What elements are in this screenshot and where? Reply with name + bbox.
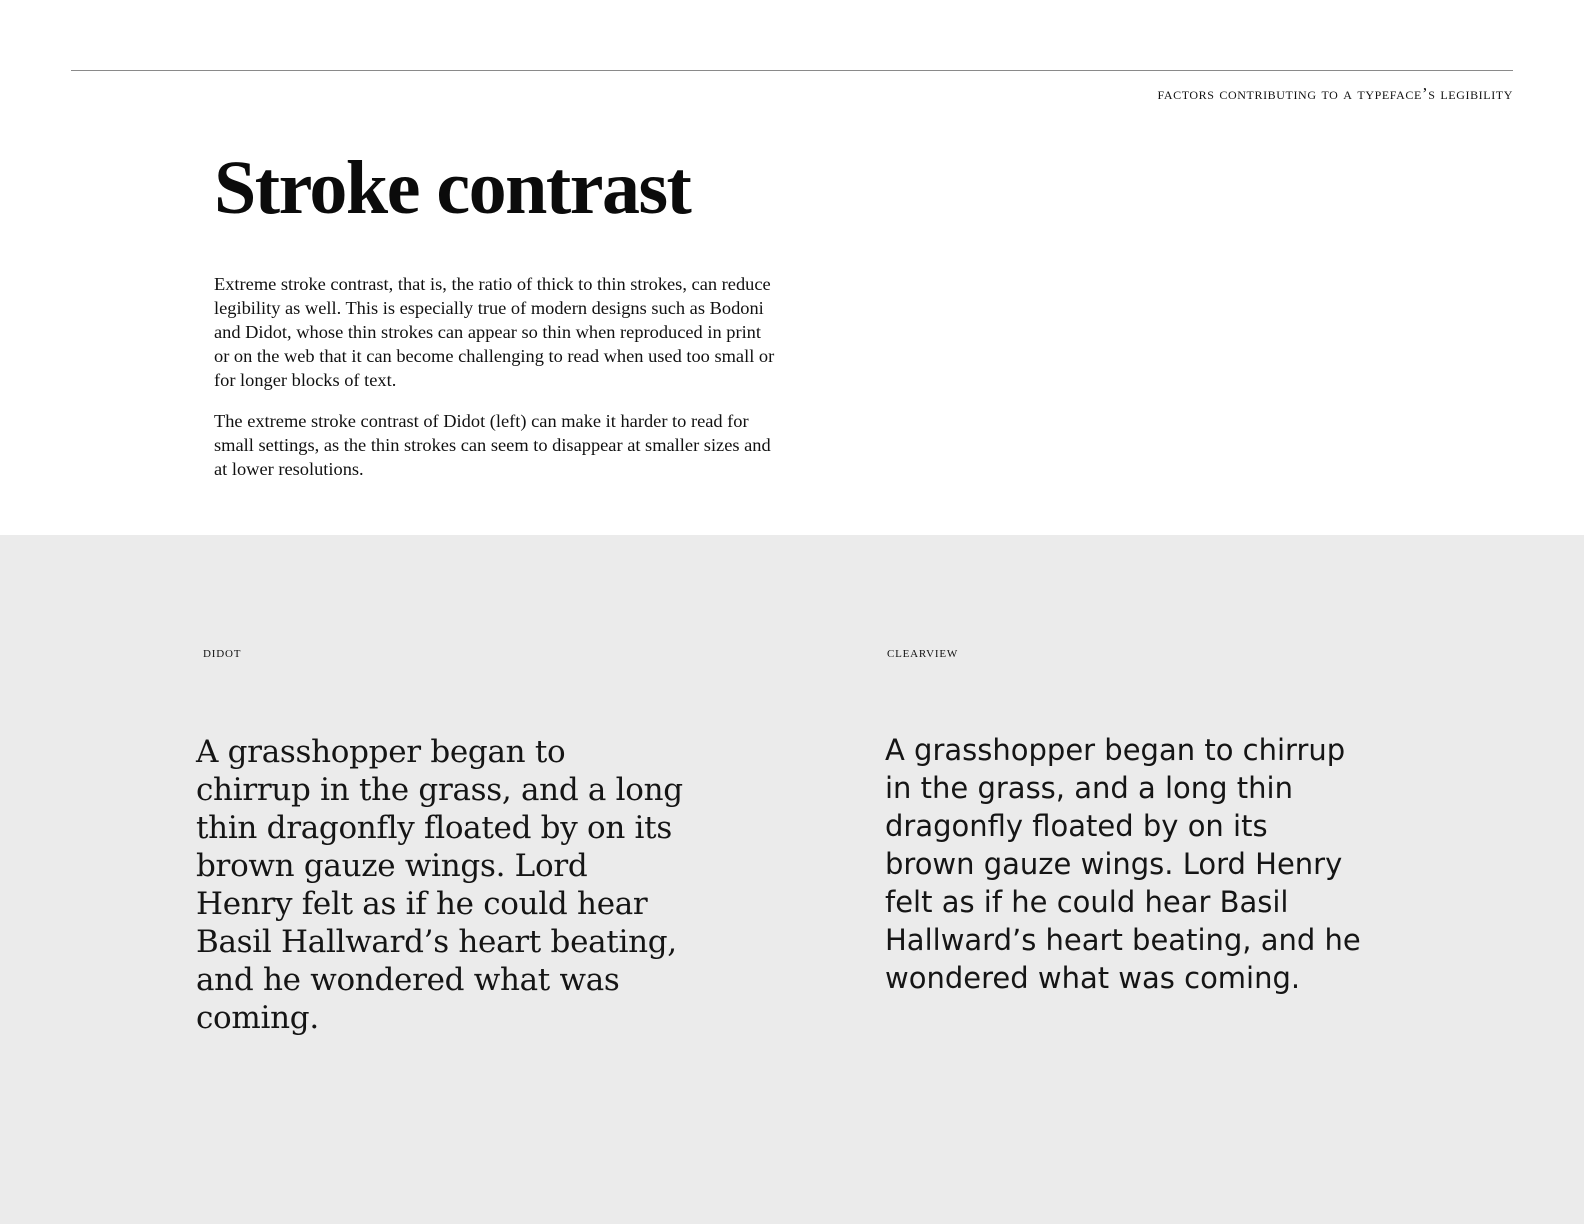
body-paragraph-1: Extreme stroke contrast, that is, the ratio of thick to thin strokes, can reduce legibility as well. This is especially true of modern designs such as Bodoni and Didot, whose thin strokes can appear so thin when reproduced in print or on the web that it can become challenging to read when used too small or for longer blocks of text.	[214, 274, 775, 390]
header-rule	[71, 70, 1513, 71]
body-text	[214, 272, 779, 498]
page-title: Stroke contrast	[214, 146, 691, 230]
sample-label-clearview: clearview	[887, 645, 959, 661]
sample-text-clearview: A grasshopper began to chirrup in the grass, and a long thin dragonfly floated by on its brown gauze wings. Lord Henry felt as if he could hear Basil Hallward’s heart beating, and he wondered what was coming.	[885, 733, 1361, 995]
sample-label-didot: didot	[203, 645, 242, 661]
running-head: factors contributing to a typeface’s legibility	[1157, 84, 1513, 103]
sample-text-didot: A grasshopper began to chirrup in the grass, and a long thin dragonfly floated by on its brown gauze wings. Lord Henry felt as if he could hear Basil Hallward’s heart beating, and he wondered what was coming.	[196, 734, 683, 1036]
body-paragraph-2: The extreme stroke contrast of Didot (left) can make it harder to read for small settings, as the thin strokes can seem to disappear at smaller sizes and at lower resolutions.	[214, 411, 771, 479]
